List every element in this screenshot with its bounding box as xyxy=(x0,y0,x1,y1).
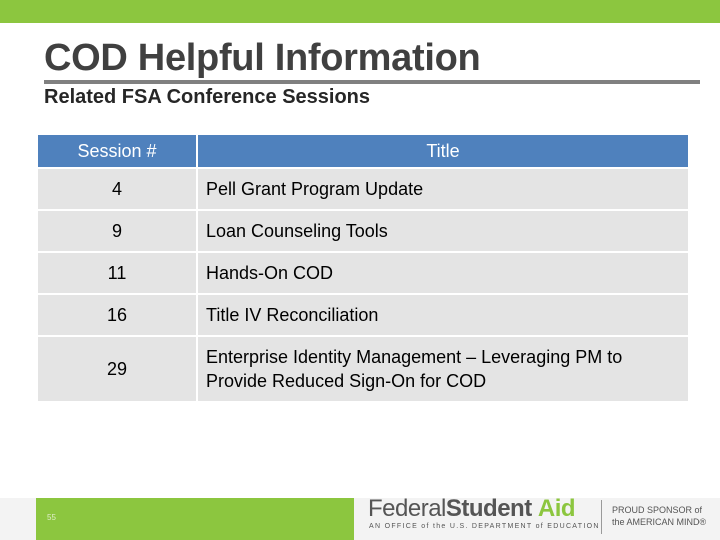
logo-tagline: AN OFFICE of the U.S. DEPARTMENT of EDUCATION xyxy=(369,523,600,530)
title-underline xyxy=(44,80,700,84)
logo-divider xyxy=(601,500,602,534)
title-header: Title xyxy=(198,135,688,167)
page-number: 55 xyxy=(47,513,56,522)
table-row xyxy=(38,337,688,401)
logo-aid-text: Aid xyxy=(537,495,576,522)
federal-student-aid-logo xyxy=(368,495,575,523)
footer-green-block xyxy=(36,498,354,540)
table-header-row xyxy=(38,135,688,167)
session-number-cell: 11 xyxy=(38,253,196,293)
sessions-table xyxy=(36,133,690,403)
sponsor-line-1: PROUD SPONSOR of xyxy=(612,505,703,515)
sponsor-line-2: the AMERICAN MIND® xyxy=(612,517,707,527)
session-title-cell: Loan Counseling Tools xyxy=(198,211,688,251)
slide-subtitle: Related FSA Conference Sessions xyxy=(44,86,371,108)
session-number-cell: 9 xyxy=(38,211,196,251)
table-row xyxy=(38,169,688,209)
slide-title: COD Helpful Information xyxy=(44,37,481,79)
session-number-cell: 29 xyxy=(38,337,196,401)
logo-student-text: Student xyxy=(445,495,532,522)
session-number-cell: 4 xyxy=(38,169,196,209)
session-title-cell: Pell Grant Program Update xyxy=(198,169,688,209)
session-title-cell: Enterprise Identity Management – Leveraging PM to Provide Reduced Sign-On for COD xyxy=(198,337,688,401)
table-row xyxy=(38,211,688,251)
logo-federal-text: Federal xyxy=(368,495,446,522)
session-title-cell: Title IV Reconciliation xyxy=(198,295,688,335)
session-number-cell: 16 xyxy=(38,295,196,335)
table-row xyxy=(38,253,688,293)
table-row xyxy=(38,295,688,335)
top-accent-bar xyxy=(0,0,720,23)
session-number-header: Session # xyxy=(38,135,196,167)
session-title-cell: Hands-On COD xyxy=(198,253,688,293)
